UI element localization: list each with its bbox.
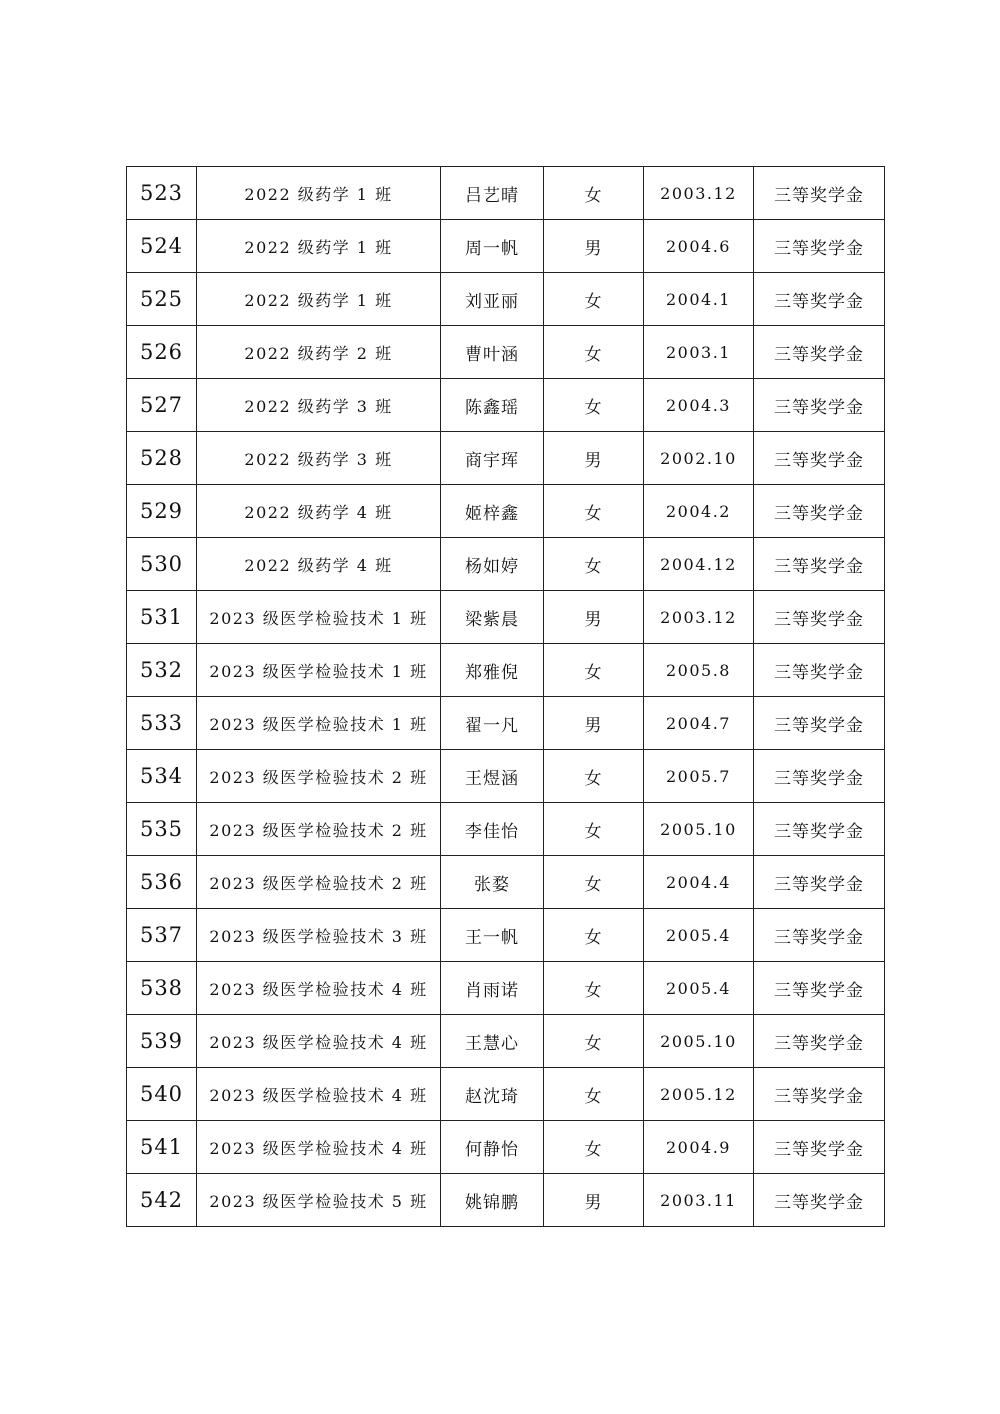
- cell-name: 何静怡: [441, 1121, 544, 1174]
- cell-class: 2023 级医学检验技术 1 班: [197, 591, 441, 644]
- cell-birth-date: 2003.1: [644, 326, 754, 379]
- cell-birth-date: 2004.1: [644, 273, 754, 326]
- cell-gender: 女: [544, 167, 644, 220]
- cell-award: 三等奖学金: [754, 1121, 885, 1174]
- cell-gender: 男: [544, 1174, 644, 1227]
- cell-name: 周一帆: [441, 220, 544, 273]
- cell-birth-date: 2003.11: [644, 1174, 754, 1227]
- cell-name: 梁紫晨: [441, 591, 544, 644]
- cell-birth-date: 2004.4: [644, 856, 754, 909]
- cell-gender: 女: [544, 803, 644, 856]
- table-row: [127, 803, 885, 856]
- cell-gender: 男: [544, 432, 644, 485]
- cell-class: 2023 级医学检验技术 1 班: [197, 697, 441, 750]
- cell-birth-date: 2003.12: [644, 167, 754, 220]
- cell-class: 2022 级药学 4 班: [197, 485, 441, 538]
- cell-number: 530: [127, 538, 197, 591]
- table-row: [127, 273, 885, 326]
- cell-class: 2022 级药学 4 班: [197, 538, 441, 591]
- cell-birth-date: 2005.8: [644, 644, 754, 697]
- cell-award: 三等奖学金: [754, 750, 885, 803]
- cell-award: 三等奖学金: [754, 856, 885, 909]
- cell-award: 三等奖学金: [754, 167, 885, 220]
- cell-class: 2023 级医学检验技术 2 班: [197, 750, 441, 803]
- cell-number: 533: [127, 697, 197, 750]
- table-row: [127, 697, 885, 750]
- cell-number: 527: [127, 379, 197, 432]
- cell-number: 539: [127, 1015, 197, 1068]
- cell-class: 2023 级医学检验技术 5 班: [197, 1174, 441, 1227]
- table-body: [127, 167, 885, 1227]
- cell-name: 王煜涵: [441, 750, 544, 803]
- cell-number: 534: [127, 750, 197, 803]
- cell-class: 2023 级医学检验技术 4 班: [197, 1121, 441, 1174]
- cell-class: 2022 级药学 1 班: [197, 220, 441, 273]
- cell-class: 2022 级药学 2 班: [197, 326, 441, 379]
- cell-name: 翟一凡: [441, 697, 544, 750]
- cell-gender: 女: [544, 1121, 644, 1174]
- cell-birth-date: 2005.10: [644, 803, 754, 856]
- table-row: [127, 1068, 885, 1121]
- cell-award: 三等奖学金: [754, 644, 885, 697]
- cell-class: 2023 级医学检验技术 4 班: [197, 1015, 441, 1068]
- cell-class: 2023 级医学检验技术 4 班: [197, 1068, 441, 1121]
- cell-gender: 女: [544, 379, 644, 432]
- cell-birth-date: 2005.4: [644, 909, 754, 962]
- cell-name: 赵沈琦: [441, 1068, 544, 1121]
- table-row: [127, 538, 885, 591]
- cell-class: 2022 级药学 3 班: [197, 432, 441, 485]
- table-row: [127, 750, 885, 803]
- table-row: [127, 644, 885, 697]
- cell-number: 531: [127, 591, 197, 644]
- cell-number: 532: [127, 644, 197, 697]
- cell-gender: 女: [544, 273, 644, 326]
- cell-award: 三等奖学金: [754, 1174, 885, 1227]
- table-row: [127, 379, 885, 432]
- table-row: [127, 220, 885, 273]
- cell-award: 三等奖学金: [754, 538, 885, 591]
- cell-number: 540: [127, 1068, 197, 1121]
- cell-name: 杨如婷: [441, 538, 544, 591]
- cell-birth-date: 2005.7: [644, 750, 754, 803]
- cell-name: 李佳怡: [441, 803, 544, 856]
- cell-award: 三等奖学金: [754, 803, 885, 856]
- cell-number: 535: [127, 803, 197, 856]
- table-row: [127, 1121, 885, 1174]
- cell-number: 536: [127, 856, 197, 909]
- cell-name: 姚锦鹏: [441, 1174, 544, 1227]
- cell-class: 2022 级药学 1 班: [197, 167, 441, 220]
- cell-gender: 女: [544, 485, 644, 538]
- cell-award: 三等奖学金: [754, 220, 885, 273]
- cell-name: 陈鑫瑶: [441, 379, 544, 432]
- table-row: [127, 485, 885, 538]
- cell-birth-date: 2005.10: [644, 1015, 754, 1068]
- table-row: [127, 962, 885, 1015]
- cell-award: 三等奖学金: [754, 273, 885, 326]
- cell-gender: 女: [544, 644, 644, 697]
- cell-name: 王慧心: [441, 1015, 544, 1068]
- cell-gender: 男: [544, 591, 644, 644]
- cell-award: 三等奖学金: [754, 591, 885, 644]
- cell-birth-date: 2004.6: [644, 220, 754, 273]
- cell-number: 523: [127, 167, 197, 220]
- cell-name: 商宇珲: [441, 432, 544, 485]
- cell-class: 2022 级药学 3 班: [197, 379, 441, 432]
- cell-number: 528: [127, 432, 197, 485]
- cell-class: 2023 级医学检验技术 1 班: [197, 644, 441, 697]
- cell-class: 2023 级医学检验技术 3 班: [197, 909, 441, 962]
- table-row: [127, 591, 885, 644]
- cell-award: 三等奖学金: [754, 962, 885, 1015]
- cell-award: 三等奖学金: [754, 326, 885, 379]
- cell-name: 肖雨诺: [441, 962, 544, 1015]
- cell-birth-date: 2005.12: [644, 1068, 754, 1121]
- cell-name: 曹叶涵: [441, 326, 544, 379]
- cell-birth-date: 2004.9: [644, 1121, 754, 1174]
- cell-name: 姬梓鑫: [441, 485, 544, 538]
- cell-name: 张婺: [441, 856, 544, 909]
- cell-gender: 女: [544, 962, 644, 1015]
- cell-gender: 女: [544, 1015, 644, 1068]
- cell-award: 三等奖学金: [754, 1015, 885, 1068]
- cell-award: 三等奖学金: [754, 485, 885, 538]
- cell-gender: 女: [544, 750, 644, 803]
- table-row: [127, 909, 885, 962]
- cell-gender: 女: [544, 326, 644, 379]
- cell-gender: 女: [544, 909, 644, 962]
- cell-birth-date: 2004.7: [644, 697, 754, 750]
- cell-number: 537: [127, 909, 197, 962]
- table-row: [127, 856, 885, 909]
- cell-award: 三等奖学金: [754, 379, 885, 432]
- cell-birth-date: 2003.12: [644, 591, 754, 644]
- cell-name: 吕艺晴: [441, 167, 544, 220]
- cell-gender: 女: [544, 538, 644, 591]
- cell-number: 524: [127, 220, 197, 273]
- cell-name: 郑雅倪: [441, 644, 544, 697]
- cell-number: 529: [127, 485, 197, 538]
- cell-birth-date: 2005.4: [644, 962, 754, 1015]
- cell-birth-date: 2002.10: [644, 432, 754, 485]
- cell-award: 三等奖学金: [754, 432, 885, 485]
- table-row: [127, 167, 885, 220]
- cell-class: 2023 级医学检验技术 2 班: [197, 803, 441, 856]
- cell-award: 三等奖学金: [754, 1068, 885, 1121]
- cell-gender: 男: [544, 697, 644, 750]
- cell-award: 三等奖学金: [754, 909, 885, 962]
- cell-class: 2023 级医学检验技术 2 班: [197, 856, 441, 909]
- cell-class: 2022 级药学 1 班: [197, 273, 441, 326]
- table-row: [127, 326, 885, 379]
- cell-number: 542: [127, 1174, 197, 1227]
- cell-number: 525: [127, 273, 197, 326]
- cell-gender: 女: [544, 1068, 644, 1121]
- cell-name: 王一帆: [441, 909, 544, 962]
- cell-number: 541: [127, 1121, 197, 1174]
- table-row: [127, 1015, 885, 1068]
- cell-class: 2023 级医学检验技术 4 班: [197, 962, 441, 1015]
- cell-birth-date: 2004.12: [644, 538, 754, 591]
- scholarship-table: [126, 166, 885, 1227]
- cell-name: 刘亚丽: [441, 273, 544, 326]
- cell-number: 538: [127, 962, 197, 1015]
- table-row: [127, 1174, 885, 1227]
- table-row: [127, 432, 885, 485]
- cell-gender: 男: [544, 220, 644, 273]
- cell-gender: 女: [544, 856, 644, 909]
- cell-birth-date: 2004.2: [644, 485, 754, 538]
- cell-number: 526: [127, 326, 197, 379]
- cell-birth-date: 2004.3: [644, 379, 754, 432]
- cell-award: 三等奖学金: [754, 697, 885, 750]
